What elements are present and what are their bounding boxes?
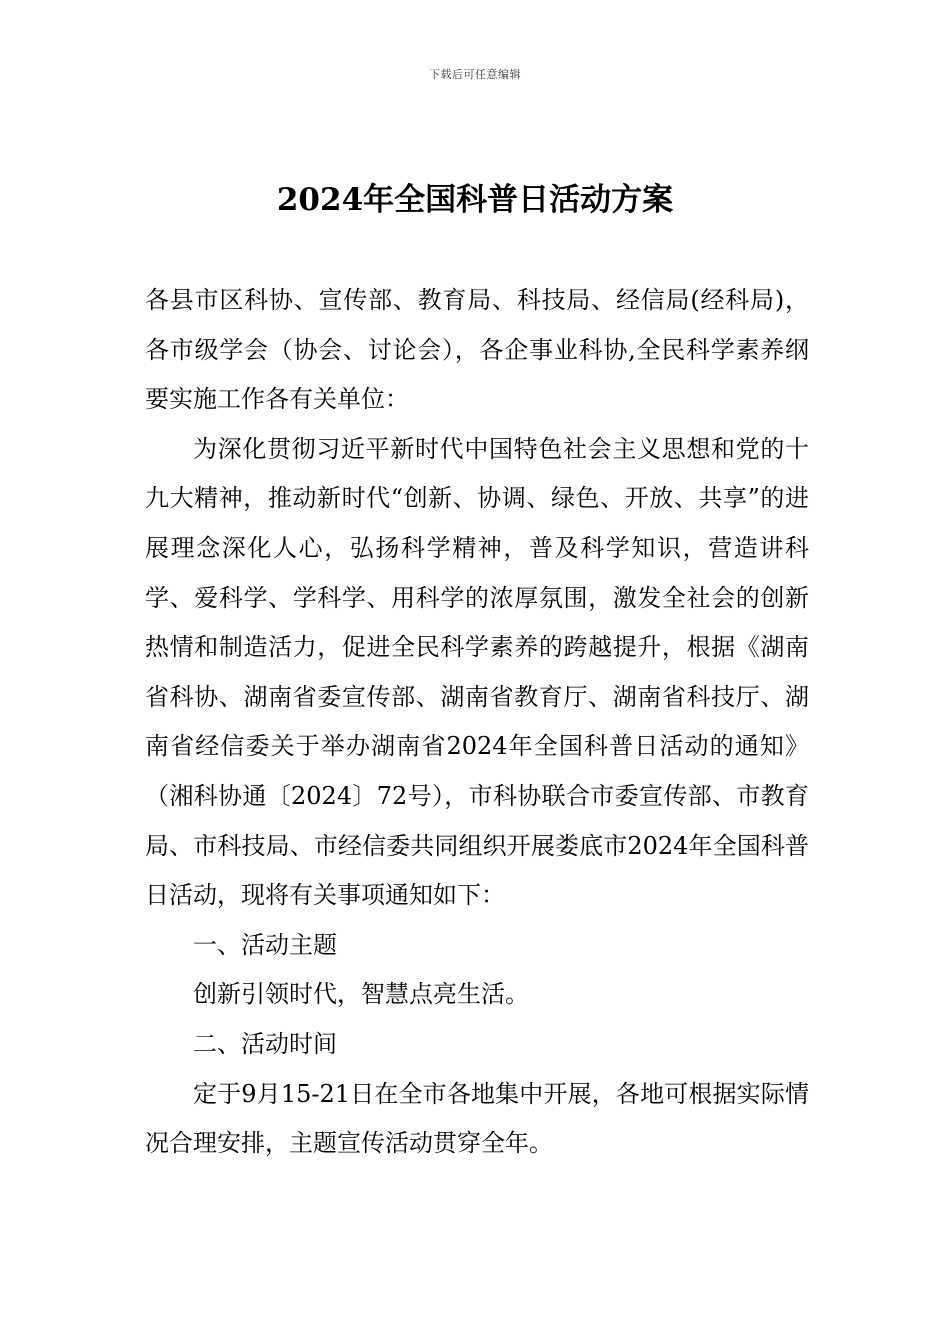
header-note: 下载后可任意编辑 xyxy=(429,68,521,81)
document-title: 2024年全国科普日活动方案 xyxy=(276,182,674,218)
section-heading-time: 二、活动时间 xyxy=(193,1029,337,1058)
theme-paragraph: 创新引领时代，智慧点亮生活。 xyxy=(193,980,529,1009)
document-body xyxy=(145,276,809,1169)
time-paragraph: 定于9月15-21日在全市各地集中开展，各地可根据实际情况合理安排，主题宣传活动贯穿全年。 xyxy=(145,1079,809,1158)
addressee-paragraph: 各县市区科协、宣传部、教育局、科技局、经信局(经科局)，各市级学会（协会、讨论会），各企事业科协,全民科学素养纲要实施工作各有关单位： xyxy=(145,286,809,414)
intro-paragraph: 为深化贯彻习近平新时代中国特色社会主义思想和党的十九大精神，推动新时代“创新、协调、绿色、开放、共享”的进展理念深化人心，弘扬科学精神，普及科学知识，营造讲科学、爱科学、学科学、用科学的浓厚氛围，激发全社会的创新热情和制造活力，促进全民科学素养的跨越提升，根据《湖南省科协、湖南省委宣传部、湖南省教育厅、湖南省科技厅、湖南省经信委关于举办湖南省2024年全国科普日活动的通知》（湘科协通〔2024〕72号），市科协联合市委宣传部、市教育局、市科技局、市经信委共同组织开展娄底市2024年全国科普日活动，现将有关事项通知如下： xyxy=(145,434,809,910)
section-heading-theme: 一、活动主题 xyxy=(193,930,337,959)
